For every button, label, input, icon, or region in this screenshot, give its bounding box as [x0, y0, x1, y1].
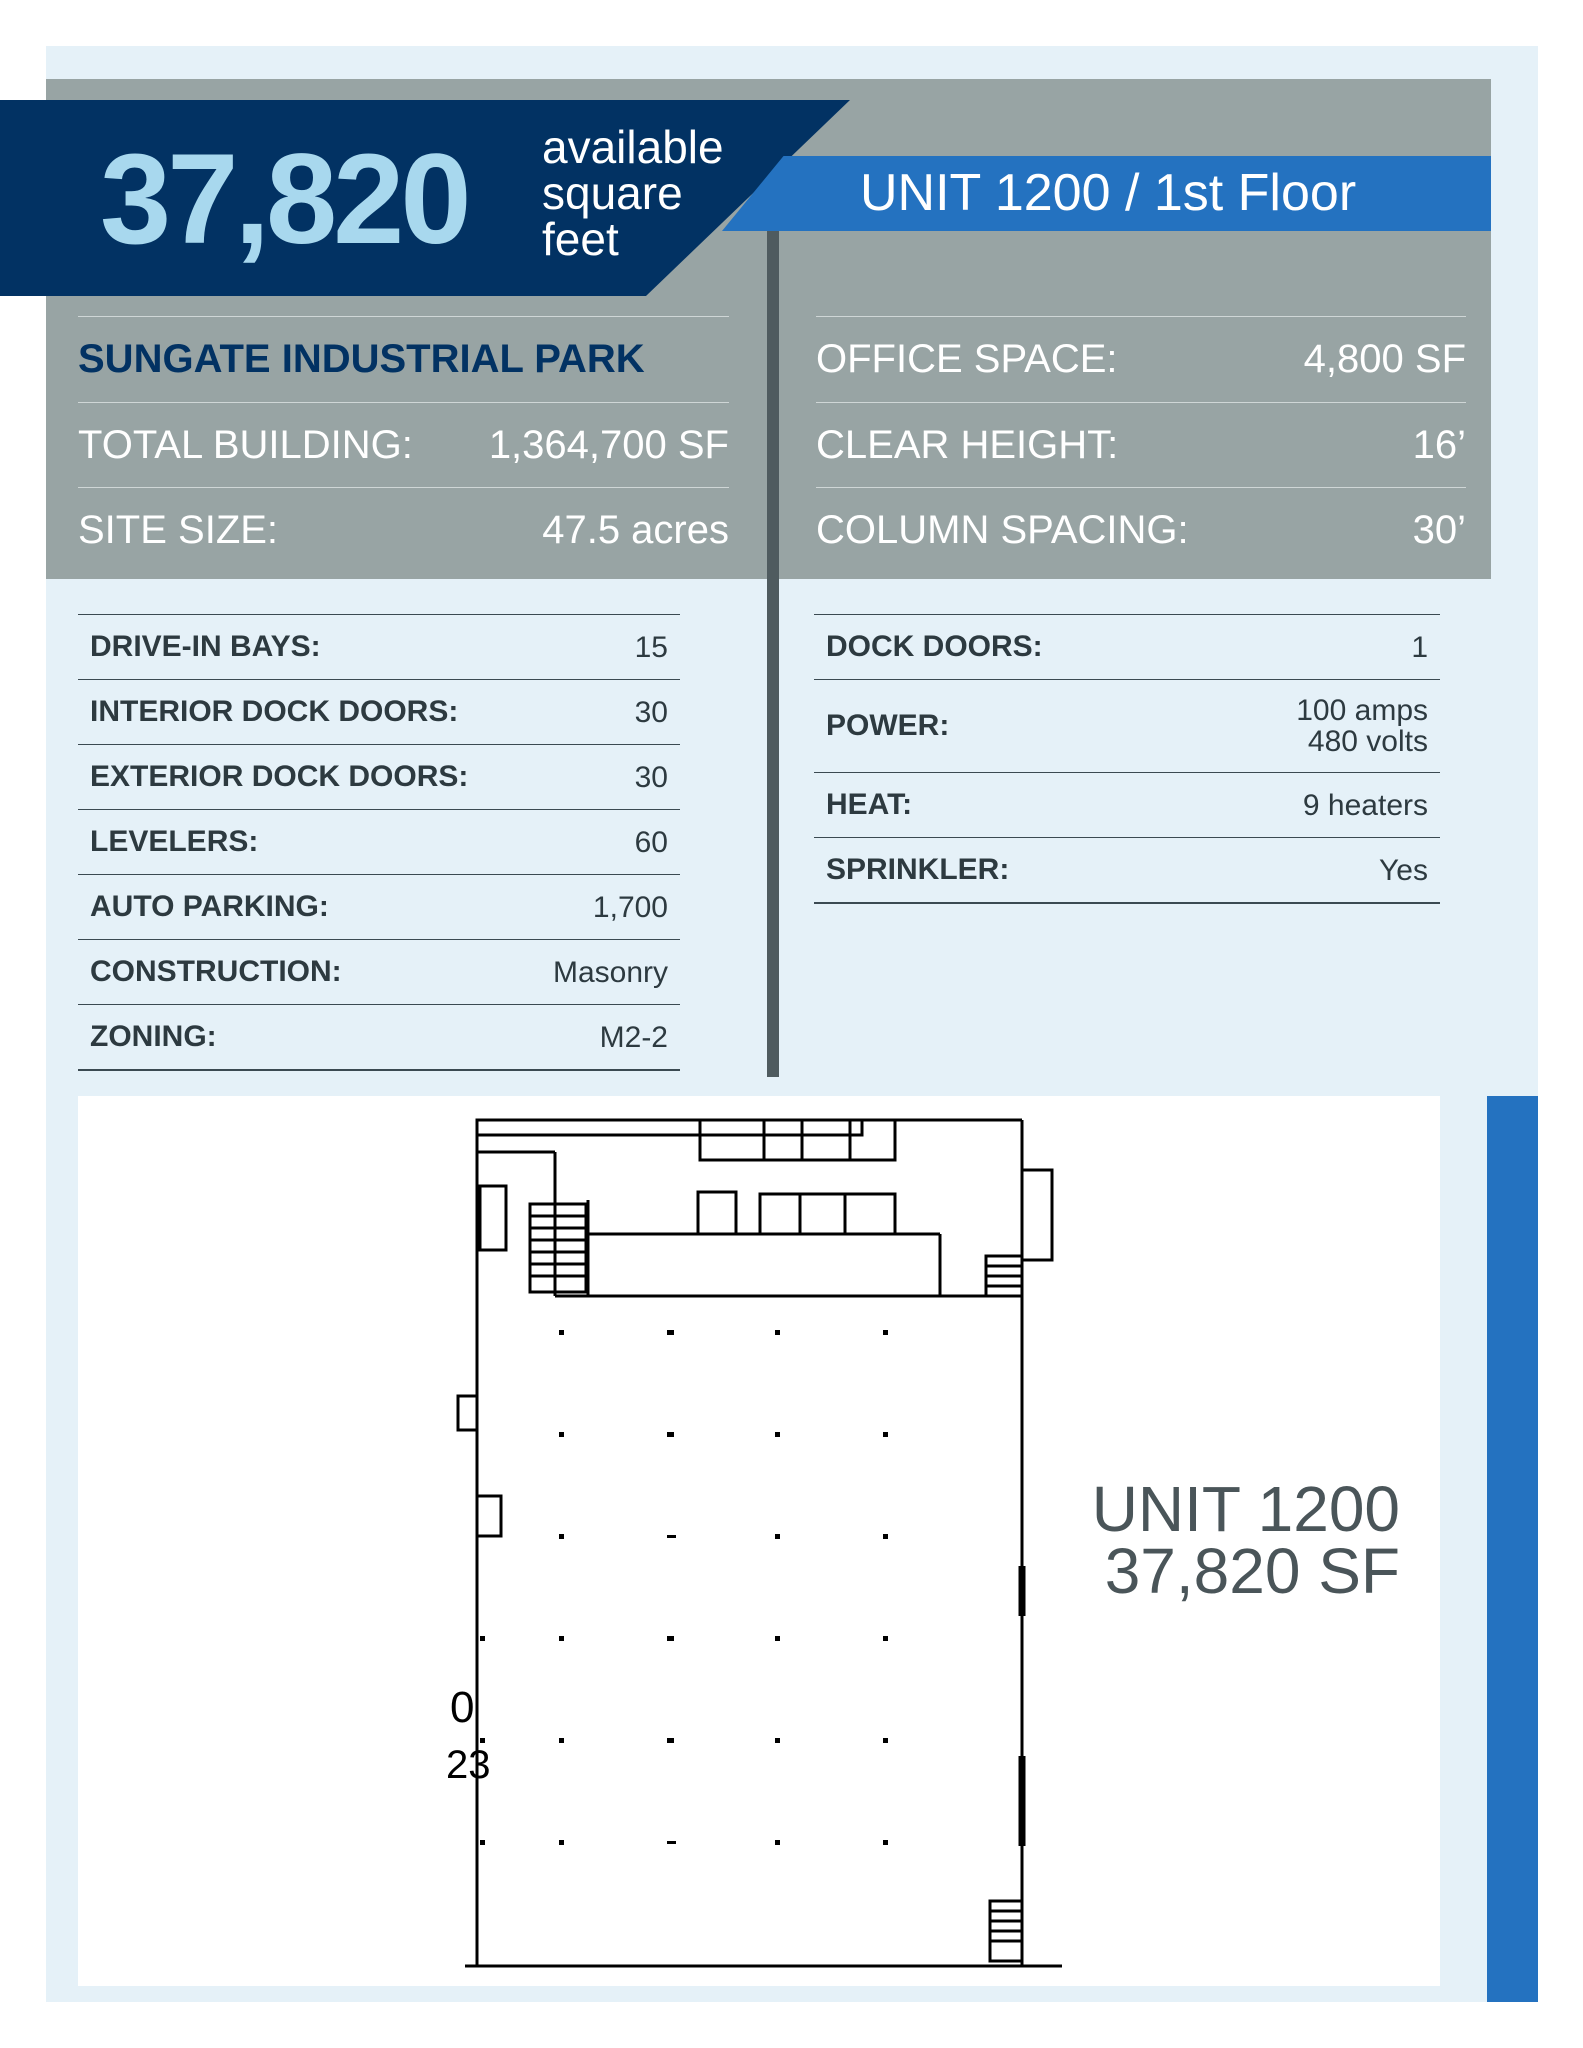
fact-label: EXTERIOR DOCK DOORS:	[90, 760, 469, 793]
plan-column	[667, 1432, 674, 1437]
plan-room	[802, 1120, 850, 1160]
plan-column	[559, 1840, 564, 1845]
plan-column	[559, 1432, 564, 1437]
column-divider	[767, 231, 779, 1077]
spec-value: 1,364,700 SF	[488, 422, 729, 467]
fact-label: CONSTRUCTION:	[90, 955, 342, 988]
fact-row-auto-parking	[78, 874, 680, 939]
fact-label: SPRINKLER:	[826, 853, 1010, 886]
plan-column	[775, 1330, 780, 1335]
fact-row-heat	[814, 772, 1440, 837]
plan-edge-mark: 23	[446, 1743, 491, 1787]
plan-column	[775, 1636, 780, 1641]
accent-stripe	[1487, 1096, 1538, 2002]
fact-row-interior-dock-doors	[78, 679, 680, 744]
fact-row-power	[814, 679, 1440, 772]
plan-wall	[477, 1120, 862, 1135]
spec-row-site-size	[78, 487, 729, 572]
plan-room	[698, 1192, 736, 1234]
floor-plan-label	[1040, 1473, 1400, 1607]
plan-column	[667, 1330, 674, 1335]
plan-column	[775, 1840, 780, 1845]
plan-column	[667, 1535, 676, 1538]
fact-value: 30	[634, 760, 668, 794]
plan-room	[760, 1194, 895, 1234]
fact-row-drive-in-bays	[78, 614, 680, 679]
fact-label: ZONING:	[90, 1020, 217, 1053]
plan-column	[667, 1636, 674, 1641]
fact-table-bottom-rule	[78, 1069, 680, 1071]
fact-row-zoning	[78, 1004, 680, 1069]
plan-column	[480, 1840, 485, 1845]
fact-value-line: 480 volts	[1307, 725, 1428, 758]
fact-row-exterior-dock-doors	[78, 744, 680, 809]
plan-column	[559, 1330, 564, 1335]
fact-label: HEAT:	[826, 788, 913, 821]
plan-column	[667, 1841, 676, 1844]
plan-column	[559, 1738, 564, 1743]
fact-row-levelers	[78, 809, 680, 874]
plan-label-unit: UNIT 1200	[1091, 1473, 1400, 1545]
plan-column	[480, 1636, 485, 1641]
plan-room	[480, 1186, 506, 1250]
plan-column	[559, 1636, 564, 1641]
fact-value: Masonry	[552, 955, 668, 989]
fact-value: M2-2	[599, 1020, 668, 1054]
fact-row-construction	[78, 939, 680, 1004]
plan-column	[775, 1432, 780, 1437]
plan-column	[883, 1534, 888, 1539]
plan-column	[667, 1738, 674, 1743]
fact-value	[1296, 695, 1428, 757]
spec-value: 16’	[1412, 422, 1466, 467]
spec-label: OFFICE SPACE:	[816, 337, 1118, 381]
plan-room	[700, 1120, 764, 1160]
fact-row-sprinkler	[814, 837, 1440, 902]
fact-value: 15	[634, 630, 668, 664]
plan-column	[883, 1840, 888, 1845]
fact-value: 1	[1411, 630, 1428, 664]
hero-caption-line: feet	[542, 213, 619, 265]
fact-value: 60	[634, 825, 668, 859]
plan-edge-mark: 0	[450, 1683, 475, 1732]
fact-label: LEVELERS:	[90, 825, 259, 858]
hero-caption	[542, 121, 782, 265]
fact-table-bottom-rule	[814, 902, 1440, 904]
spec-value: 4,800 SF	[1303, 337, 1466, 381]
spec-row-total-building	[78, 402, 729, 487]
plan-room	[764, 1120, 802, 1160]
hero-caption-line: available	[542, 121, 724, 173]
plan-wall-jog	[477, 1496, 501, 1536]
spec-value: 30’	[1412, 507, 1466, 552]
fact-value-line: 100 amps	[1296, 694, 1428, 727]
plan-column	[775, 1738, 780, 1743]
plan-column	[883, 1738, 888, 1743]
fact-label: INTERIOR DOCK DOORS:	[90, 695, 459, 728]
plan-column	[883, 1330, 888, 1335]
spec-label: CLEAR HEIGHT:	[816, 422, 1119, 467]
fact-value: 9 heaters	[1302, 788, 1428, 822]
spec-row-clear-height	[816, 402, 1466, 487]
fact-label: DRIVE-IN BAYS:	[90, 630, 321, 663]
plan-column	[559, 1534, 564, 1539]
spec-label: TOTAL BUILDING:	[78, 422, 413, 467]
spec-label: SITE SIZE:	[78, 507, 279, 552]
plan-column	[883, 1636, 888, 1641]
plan-label-area: 37,820 SF	[1104, 1535, 1400, 1607]
fact-label: AUTO PARKING:	[90, 890, 329, 923]
fact-label: POWER:	[826, 709, 950, 742]
spec-row-column-spacing	[816, 487, 1466, 572]
park-name-row	[78, 316, 729, 402]
fact-value: 30	[634, 695, 668, 729]
hero-square-feet: 37,820	[100, 128, 468, 271]
spec-row-office-space	[816, 316, 1466, 402]
spec-value: 47.5 acres	[542, 507, 729, 552]
fact-row-dock-doors	[814, 614, 1440, 679]
plan-column	[775, 1534, 780, 1539]
floor-plan-drawing	[440, 1096, 1080, 1986]
spec-label: COLUMN SPACING:	[816, 507, 1189, 552]
plan-room	[1022, 1170, 1052, 1260]
fact-value: 1,700	[592, 890, 668, 924]
unit-banner-title: UNIT 1200 / 1st Floor	[860, 164, 1357, 222]
park-name: SUNGATE INDUSTRIAL PARK	[78, 337, 645, 381]
hero-caption-line: square	[542, 167, 683, 219]
fact-label: DOCK DOORS:	[826, 630, 1043, 663]
plan-wall-jog	[458, 1396, 477, 1430]
fact-value: Yes	[1379, 853, 1428, 887]
plan-room	[850, 1120, 895, 1160]
plan-column	[883, 1432, 888, 1437]
